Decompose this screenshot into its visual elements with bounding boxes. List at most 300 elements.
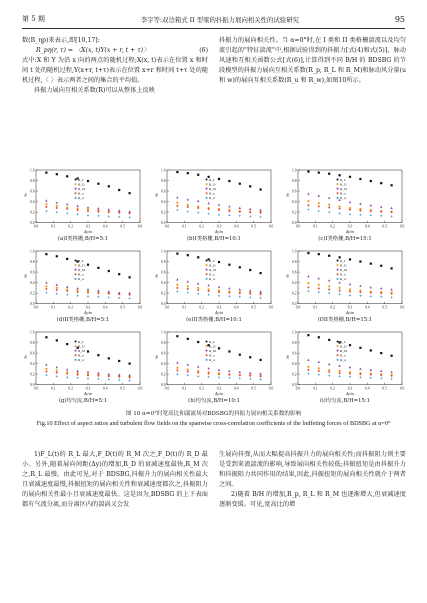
panel-caption: (e)II类格栅,B/H=10:1 [186, 317, 242, 323]
y-tick-label: 0.0 [292, 221, 297, 226]
legend-label: R_L [78, 177, 84, 182]
y-tick-label: 0.4 [161, 362, 166, 367]
data-point-R_D [56, 369, 58, 371]
legend-label: R_w [340, 358, 347, 363]
data-point-R_L [391, 355, 393, 357]
chart-panel [22, 247, 144, 325]
data-point-R_M [108, 290, 110, 292]
y-axis-label: R [286, 192, 289, 198]
data-point-R_u [187, 288, 189, 291]
legend-label: R_M [78, 348, 85, 353]
x-tick-label: 0.4 [365, 224, 370, 229]
data-point-R_L [260, 188, 262, 190]
x-tick-label: 0.5 [251, 224, 256, 229]
x-tick-label: 0.4 [365, 386, 370, 391]
data-point-R_L [249, 185, 251, 187]
data-point-R_w [239, 377, 241, 379]
data-point-R_M [207, 284, 209, 286]
data-point-R_w [318, 291, 320, 293]
legend-label: R_L [78, 258, 84, 263]
data-point-R_L [349, 258, 351, 260]
legend-label: R_L [340, 258, 346, 263]
data-point-R_M [228, 287, 230, 289]
legend-label: R_w [78, 196, 85, 201]
data-point-R_D [187, 204, 189, 206]
data-point-R_D [318, 202, 320, 204]
data-point-R_w [349, 294, 351, 296]
data-point-R_w [391, 296, 393, 298]
x-tick-label: 0.0 [164, 224, 170, 229]
data-point-R_L [45, 336, 47, 338]
panel-caption: (b)I类格栅,B/H=10:1 [187, 236, 241, 242]
y-tick-label: 0.8 [30, 259, 35, 264]
data-point-R_u [338, 289, 340, 292]
data-point-R_w [260, 297, 262, 299]
issue-label: 第 5 期 [22, 15, 45, 23]
data-point-R_w [359, 376, 361, 378]
legend-marker [337, 269, 339, 271]
data-point-R_L [187, 338, 189, 340]
data-point-R_M [307, 192, 309, 194]
x-tick-label: 0.4 [103, 305, 108, 310]
data-point-R_M [187, 280, 189, 282]
y-axis-label: R [155, 273, 158, 279]
data-point-R_M [218, 203, 220, 205]
data-point-R_M [118, 209, 120, 211]
panel-caption: (g)均匀流,B/H=5:1 [58, 398, 108, 404]
legend-marker [337, 197, 339, 199]
data-point-R_L [370, 349, 372, 351]
data-point-R_M [239, 288, 241, 290]
data-point-R_u [307, 204, 309, 207]
data-point-R_M [328, 279, 330, 281]
x-tick-label: 0.1 [182, 305, 187, 310]
data-point-R_M [197, 282, 199, 284]
x-tick-label: 0.0 [295, 386, 301, 391]
legend-marker [337, 273, 339, 275]
legend-marker [337, 178, 339, 180]
panel-caption: (h)均匀流,B/H=10:1 [188, 398, 240, 404]
data-point-R_L [66, 175, 68, 177]
scatter-plot [153, 166, 275, 234]
data-point-R_w [228, 295, 230, 297]
x-tick-label: 0.6 [137, 224, 143, 229]
data-point-R_L [176, 253, 178, 255]
y-tick-label: 1.0 [161, 249, 166, 254]
data-point-R_L [239, 354, 241, 356]
data-point-R_u [197, 289, 199, 292]
data-point-R_w [391, 378, 393, 380]
data-point-R_w [328, 292, 330, 294]
data-point-R_L [328, 255, 330, 257]
data-point-R_L [176, 335, 178, 337]
data-point-R_w [77, 213, 79, 215]
x-axis-label: Δy/m [214, 310, 224, 315]
y-tick-label: 0.2 [30, 210, 35, 215]
x-tick-label: 0.3 [216, 224, 222, 229]
running-head [22, 12, 405, 26]
data-point-R_M [370, 204, 372, 206]
legend-marker [75, 278, 77, 280]
scatter-plot [22, 247, 144, 315]
data-point-R_u [176, 369, 178, 372]
page-number: 95 [394, 14, 405, 24]
data-point-R_M [318, 361, 320, 363]
legend-label: R_D [340, 263, 347, 268]
data-point-R_D [318, 284, 320, 286]
x-tick-label: 0.5 [251, 386, 256, 391]
y-axis-label: R [155, 192, 158, 198]
legend-label: R_u [209, 353, 215, 358]
scatter-plot [284, 166, 406, 234]
data-point-R_M [249, 208, 251, 210]
x-tick-label: 0.4 [103, 386, 108, 391]
x-tick-label: 0.2 [68, 386, 73, 391]
data-point-R_w [108, 296, 110, 298]
x-tick-label: 0.4 [103, 224, 108, 229]
data-point-R_w [228, 214, 230, 216]
y-tick-label: 0.0 [292, 383, 297, 388]
legend-marker [75, 188, 77, 190]
y-tick-label: 0.4 [292, 281, 297, 286]
legend-marker [206, 188, 208, 190]
data-point-R_D [176, 202, 178, 204]
data-point-R_w [249, 215, 251, 217]
legend-marker [337, 340, 339, 342]
y-tick-label: 0.2 [292, 210, 297, 215]
data-point-R_D [187, 368, 189, 370]
y-axis-label: R [24, 273, 27, 279]
data-point-R_M [349, 283, 351, 285]
paragraph: 式中:X 和 Y 为沿 x 向的两点的随机过程;X(x, t)表示在位置 x 和时间 t 处的随机过程,Y(x+r, t+τ)表示在位置 x+r 和时间 t+τ 处的随机过程,〈 〉表示两者之间的集合的平均值。 [22, 57, 208, 85]
data-point-R_w [339, 212, 341, 214]
panel-caption: (i)均匀流,B/H=15:1 [319, 398, 371, 404]
legend-label: R_L [209, 258, 215, 263]
legend-label: R_M [78, 186, 85, 191]
y-tick-label: 0.2 [292, 372, 297, 377]
legend-marker [75, 359, 77, 361]
x-tick-label: 0.3 [85, 224, 91, 229]
y-tick-label: 0.0 [30, 383, 35, 388]
x-axis-label: Δy/m [345, 391, 355, 396]
scatter-plot [22, 166, 144, 234]
data-point-R_w [370, 377, 372, 379]
legend-label: R_u [340, 191, 346, 196]
data-point-R_M [228, 205, 230, 207]
legend-marker [206, 278, 208, 280]
data-point-R_M [118, 373, 120, 375]
legend-label: R_M [78, 267, 85, 272]
legend-marker [337, 264, 339, 266]
y-tick-label: 0.6 [30, 189, 35, 194]
x-axis-label: Δy/m [214, 229, 224, 234]
y-tick-label: 0.8 [161, 340, 166, 345]
data-point-R_M [338, 364, 340, 366]
data-point-R_L [197, 256, 199, 258]
plot-frame [36, 332, 140, 385]
data-point-R_D [307, 366, 309, 368]
y-tick-label: 0.8 [30, 178, 35, 183]
y-tick-label: 0.8 [292, 178, 297, 183]
x-tick-label: 0.6 [399, 305, 405, 310]
legend-marker [206, 354, 208, 356]
legend-marker [75, 350, 77, 352]
header-rule [22, 28, 405, 29]
data-point-R_w [349, 213, 351, 215]
data-point-R_w [328, 375, 330, 377]
data-point-R_M [97, 289, 99, 291]
legend-label: R_L [340, 339, 346, 344]
x-axis-label: Δy/m [83, 391, 93, 396]
x-tick-label: 0.1 [51, 305, 56, 310]
x-tick-label: 0.2 [199, 305, 204, 310]
data-point-R_L [370, 263, 372, 265]
data-point-R_L [218, 178, 220, 180]
data-point-R_w [176, 290, 178, 292]
data-point-R_w [56, 375, 58, 377]
data-point-R_w [307, 373, 309, 375]
data-point-R_w [380, 215, 382, 217]
data-point-R_L [228, 350, 230, 352]
data-point-R_w [380, 296, 382, 298]
data-point-R_L [97, 267, 99, 269]
paragraph: 生展向抖弹,从而大幅提高抖振升力的展向相关性;而抖振阻力则主要是受到来流湍流的影响,导致展向相关性较低;抖振扭矩是由抖振升力和抖振阻力共同作用的结果,因此,抖振扭矩的展向相关性就介于两者之间。 [219, 451, 406, 489]
left-column-bottom [22, 450, 208, 511]
data-point-R_M [108, 208, 110, 210]
data-point-R_M [359, 284, 361, 286]
paragraph: 2)随着 B/H 的增加,R_p, R_L 和 R_M 也逐渐增大,但衰减速度逐渐变缓。可见,宽高比的增 [219, 491, 406, 509]
x-tick-label: 0.5 [120, 224, 125, 229]
y-tick-label: 0.2 [292, 291, 297, 296]
data-point-R_D [45, 368, 47, 370]
data-point-R_L [307, 252, 309, 254]
figure-caption [22, 410, 405, 428]
data-point-R_L [249, 269, 251, 271]
x-tick-label: 0.6 [399, 224, 405, 229]
x-tick-label: 0.6 [399, 386, 405, 391]
data-point-R_w [370, 295, 372, 297]
data-point-R_w [77, 295, 79, 297]
data-point-R_w [349, 376, 351, 378]
y-tick-label: 0.4 [292, 200, 297, 205]
data-point-R_M [197, 365, 199, 367]
data-point-R_L [45, 253, 47, 255]
y-tick-label: 1.0 [292, 168, 297, 173]
y-tick-label: 0.6 [292, 270, 297, 275]
data-point-R_M [359, 202, 361, 204]
data-point-R_w [97, 215, 99, 217]
data-point-R_M [328, 197, 330, 199]
data-point-R_M [370, 369, 372, 371]
data-point-R_D [328, 204, 330, 206]
data-point-R_w [176, 373, 178, 375]
data-point-R_L [349, 344, 351, 346]
data-point-R_L [391, 267, 393, 269]
data-point-R_w [370, 214, 372, 216]
x-axis-label: Δy/m [83, 310, 93, 315]
legend-marker [206, 273, 208, 275]
legend-label: R_M [340, 267, 347, 272]
data-point-R_M [239, 207, 241, 209]
data-point-R_M [328, 363, 330, 365]
data-point-R_L [56, 255, 58, 257]
y-tick-label: 0.2 [161, 372, 166, 377]
data-point-R_w [260, 378, 262, 380]
legend-label: R_L [209, 177, 215, 182]
data-point-R_w [187, 374, 189, 376]
data-point-R_L [339, 174, 341, 176]
legend-label: R_D [209, 182, 216, 187]
data-point-R_M [76, 370, 78, 372]
data-point-R_L [45, 172, 47, 174]
x-tick-label: 0.2 [68, 224, 73, 229]
x-tick-label: 0.2 [199, 386, 204, 391]
right-column-top [219, 36, 406, 86]
legend-marker [75, 269, 77, 271]
data-point-R_L [187, 172, 189, 174]
data-point-R_M [307, 275, 309, 277]
right-column-bottom [219, 450, 406, 511]
scatter-plot [284, 247, 406, 315]
data-point-R_L [218, 261, 220, 263]
data-point-R_L [197, 341, 199, 343]
data-point-R_M [380, 206, 382, 208]
y-tick-label: 0.6 [292, 189, 297, 194]
data-point-R_M [390, 288, 392, 290]
chart-panel [284, 328, 406, 406]
legend-marker [206, 269, 208, 271]
data-point-R_w [56, 293, 58, 295]
data-point-R_w [97, 378, 99, 380]
x-tick-label: 0.5 [382, 305, 387, 310]
legend-marker [206, 183, 208, 185]
x-tick-label: 0.6 [137, 386, 143, 391]
data-point-R_M [318, 195, 320, 197]
data-point-R_L [218, 347, 220, 349]
data-point-R_L [260, 272, 262, 274]
data-point-R_D [339, 287, 341, 289]
chart-panel [284, 166, 406, 244]
figure-caption-en: Fig.10 Effect of aspect ratios and turbulent flow fields on the spanwise cross-correlation coefficients of the buffeting forces of BDSBG at α=0° [36, 420, 391, 427]
y-tick-label: 1.0 [30, 330, 35, 335]
data-point-R_w [87, 377, 89, 379]
legend-marker [206, 340, 208, 342]
data-point-R_M [259, 372, 261, 374]
data-point-R_L [239, 266, 241, 268]
data-point-R_u [176, 287, 178, 290]
data-point-R_u [56, 289, 58, 292]
data-point-R_u [349, 290, 351, 293]
y-tick-label: 0.2 [161, 210, 166, 215]
data-point-R_w [318, 374, 320, 376]
legend-label: R_w [209, 358, 216, 363]
legend-marker [206, 197, 208, 199]
y-tick-label: 0.8 [292, 340, 297, 345]
x-tick-label: 0.6 [268, 305, 274, 310]
x-tick-label: 0.6 [268, 386, 274, 391]
data-point-R_L [56, 339, 58, 341]
y-axis-label: R [24, 354, 27, 360]
y-tick-label: 0.4 [161, 200, 166, 205]
data-point-R_L [239, 183, 241, 185]
x-tick-label: 0.0 [33, 305, 39, 310]
x-tick-label: 0.6 [137, 305, 143, 310]
data-point-R_w [208, 213, 210, 215]
data-point-R_w [239, 215, 241, 217]
legend-label: R_L [209, 339, 215, 344]
paragraph: 1)F_L(t)的 R_L 最大,F_D(t)的 R_M 次之,F_D(t)的 R_D 最小。另外,随着展向间距(Δy)的增加,R_D 的衰减速度最快,R_M 次之,R_L 最慢。由此可见,对于 BDSBG,抖振升力的展向相关性最大且衰减速度最慢,抖振扭矩的展向相关性和衰减速度都次之,抖振阻力的展向相关性最小且衰减速度最快。这是因为,BDSBG 的上下表面都有气流分离,而分离区内的湍涡又会发 [22, 451, 208, 509]
y-tick-label: 0.2 [30, 372, 35, 377]
x-tick-label: 0.1 [313, 224, 318, 229]
data-point-R_D [339, 205, 341, 207]
y-tick-label: 0.2 [30, 291, 35, 296]
figure-caption-cn: 图 10 α=0°时宽高比和湍流场对BDSBG的抖振力展向相关系数的影响 [125, 411, 302, 417]
data-point-R_D [318, 367, 320, 369]
legend-label: R_M [209, 348, 216, 353]
data-point-R_w [218, 376, 220, 378]
left-column-top [22, 36, 208, 97]
legend-label: R_w [340, 277, 347, 282]
data-point-R_L [318, 253, 320, 255]
data-point-R_w [359, 214, 361, 216]
data-point-R_L [108, 357, 110, 359]
data-point-R_w [77, 377, 79, 379]
y-tick-label: 0.0 [30, 302, 35, 307]
x-tick-label: 0.3 [347, 224, 353, 229]
legend-label: R_M [340, 186, 347, 191]
legend-label: R_L [78, 339, 84, 344]
data-point-R_M [249, 372, 251, 374]
y-tick-label: 1.0 [30, 168, 35, 173]
legend-marker [337, 354, 339, 356]
data-point-R_D [56, 287, 58, 289]
data-point-R_D [45, 285, 47, 287]
legend-marker [206, 178, 208, 180]
data-point-R_w [129, 216, 131, 218]
legend-marker [75, 183, 77, 185]
scatter-plot [284, 328, 406, 396]
data-point-R_L [249, 356, 251, 358]
data-point-R_M [359, 368, 361, 370]
legend-marker [206, 345, 208, 347]
data-point-R_M [66, 203, 68, 205]
data-point-R_w [66, 294, 68, 296]
y-tick-label: 0.4 [30, 362, 35, 367]
x-tick-label: 0.6 [268, 224, 274, 229]
panel-caption: (a)I类格栅,B/H=5:1 [57, 236, 109, 242]
data-point-R_L [66, 343, 68, 345]
data-point-R_w [197, 375, 199, 377]
x-tick-label: 0.4 [365, 305, 370, 310]
legend-label: R_w [209, 277, 216, 282]
legend-label: R_u [78, 272, 84, 277]
data-point-R_L [370, 180, 372, 182]
data-point-R_w [228, 377, 230, 379]
data-point-R_L [228, 180, 230, 182]
y-tick-label: 0.8 [292, 259, 297, 264]
data-point-R_L [108, 270, 110, 272]
y-tick-label: 0.6 [30, 270, 35, 275]
data-point-R_w [197, 212, 199, 214]
legend-marker [75, 197, 77, 199]
data-point-R_M [349, 201, 351, 203]
x-tick-label: 0.5 [251, 305, 256, 310]
data-point-R_w [118, 379, 120, 381]
legend-label: R_M [209, 267, 216, 272]
data-point-R_w [197, 293, 199, 295]
data-point-R_L [66, 258, 68, 260]
x-tick-label: 0.1 [51, 224, 56, 229]
